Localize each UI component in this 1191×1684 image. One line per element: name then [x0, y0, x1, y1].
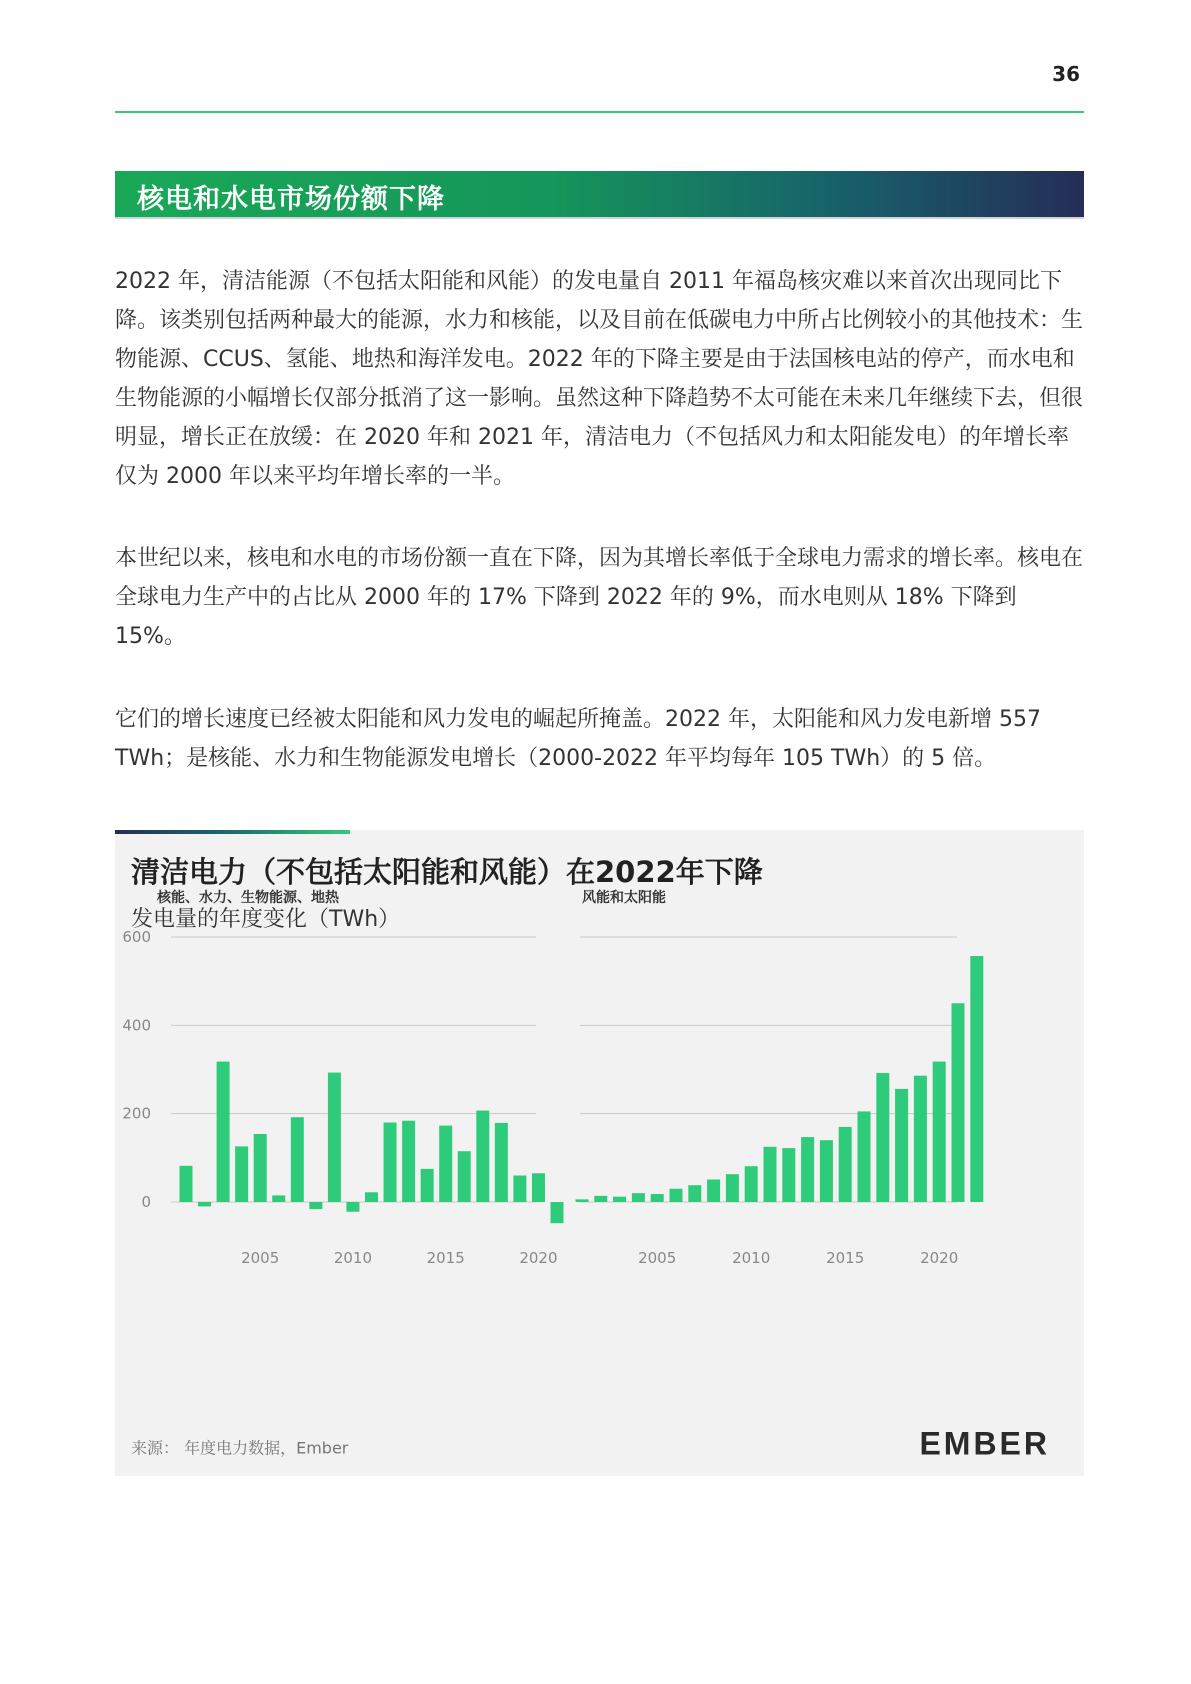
y-tick-label-200: 200	[122, 1104, 151, 1123]
panel-1-bar	[551, 1202, 564, 1223]
panel-1-bar	[513, 1176, 526, 1203]
page-number: 36	[1052, 62, 1080, 86]
panel-2-bar	[801, 1137, 814, 1202]
panel-2-bar	[688, 1185, 701, 1202]
panel-2-x-tick-2015: 2015	[826, 1249, 865, 1267]
panel-1-bar	[402, 1121, 415, 1202]
y-tick-label-600: 600	[122, 928, 151, 946]
panel-1-bar	[254, 1134, 267, 1202]
panel-1-bar	[328, 1073, 341, 1202]
panel-1-bar	[495, 1123, 508, 1202]
panel-2-bar	[670, 1189, 683, 1202]
ember-logo: EMBER	[919, 1425, 1050, 1462]
panel-2-x-tick-2005: 2005	[638, 1249, 677, 1267]
paragraph-1: 2022 年，清洁能源（不包括太阳能和风能）的发电量自 2011 年福岛核灾难以来首次出现同比下降。该类别包括两种最大的能源，水力和核能，以及目前在低碳电力中所占比例较小的其他技术：生物能源、CCUS、氢能、地热和海洋发电。2022 年的下降主要是由于法国核电站的停产，而水电和生物能源的小幅增长仅部分抵消了这一影响。虽然这种下降趋势不太可能在未来几年继续下去，但很明显，增长正在放缓：在 2020 年和 2021 年，清洁电力（不包括风力和太阳能发电）的年增长率仅为 2000 年以来平均年增长率的一半。	[115, 269, 1084, 489]
panel-2-bar	[914, 1076, 927, 1202]
panel-1-bar	[458, 1151, 471, 1202]
panel-1-x-tick-2020: 2020	[519, 1249, 558, 1267]
section-title: 核电和水电市场份额下降	[137, 184, 445, 215]
panel-2-bar	[970, 956, 983, 1202]
y-tick-label-400: 400	[122, 1016, 151, 1035]
panel-2-bar	[594, 1196, 607, 1202]
panel-1-bar	[217, 1062, 230, 1202]
panel-2-bar	[820, 1140, 833, 1202]
panel-1-title: 核能、水力、生物能源、地热	[157, 890, 339, 906]
panel-1-bar	[309, 1202, 322, 1209]
panel-1-bar	[532, 1173, 545, 1202]
panel-1-bar	[476, 1111, 489, 1202]
panel-2-x-tick-2010: 2010	[732, 1249, 771, 1267]
panel-1-bar	[384, 1123, 397, 1203]
panel-1-bar	[180, 1166, 193, 1202]
chart-svg	[115, 830, 1084, 1476]
panel-2-bar	[876, 1073, 889, 1202]
panel-2-bar	[952, 1003, 965, 1202]
panel-1-bar	[421, 1169, 434, 1202]
panel-2-x-tick-2020: 2020	[920, 1249, 959, 1267]
panel-1-x-tick-2010: 2010	[333, 1249, 373, 1267]
panel-1-bar	[291, 1117, 304, 1202]
panel-2-bar	[726, 1174, 739, 1202]
panel-2-bar	[764, 1147, 777, 1202]
paragraph-3: 它们的增长速度已经被太阳能和风力发电的崛起所掩盖。2022 年，太阳能和风力发电新增 557 TWh；是核能、水力和生物能源发电增长（2000-2022 年平均每年 105 TWh）的 5 倍。	[115, 707, 1041, 771]
y-tick-label-0: 0	[141, 1193, 151, 1211]
chart-card	[115, 830, 1084, 1476]
panel-1-bar	[272, 1195, 285, 1202]
panel-2-bar	[651, 1194, 664, 1202]
panel-1-x-tick-2005: 2005	[241, 1249, 280, 1267]
header-divider	[115, 111, 1084, 113]
chart-subtitle: 发电量的年度变化（TWh）	[131, 907, 401, 932]
chart-title: 清洁电力（不包括太阳能和风能）在2022年下降	[131, 855, 763, 889]
panel-2-bar	[839, 1127, 852, 1202]
panel-2-bar	[613, 1197, 626, 1202]
panel-2-bar	[782, 1148, 795, 1202]
panel-2-bar	[576, 1199, 589, 1202]
section-banner	[115, 171, 1084, 219]
panel-2-bar	[632, 1193, 645, 1202]
panel-1-bar	[365, 1192, 378, 1202]
panel-1-x-tick-2015: 2015	[426, 1249, 465, 1267]
panel-2-bar	[745, 1166, 758, 1202]
panel-2-bar	[707, 1179, 720, 1202]
panel-1-bar	[235, 1146, 248, 1202]
panel-2-bar	[858, 1111, 871, 1202]
chart-source: 来源： 年度电力数据，Ember	[131, 1438, 349, 1458]
panel-2-bar	[933, 1062, 946, 1202]
panel-1-bar	[439, 1126, 452, 1202]
paragraph-2: 本世纪以来，核电和水电的市场份额一直在下降，因为其增长率低于全球电力需求的增长率。核电在全球电力生产中的占比从 2000 年的 17% 下降到 2022 年的 9%，而水电则从 18% 下降到 15%。	[115, 546, 1084, 649]
panel-1-bar	[198, 1202, 211, 1206]
panel-2-title: 风能和太阳能	[582, 890, 666, 906]
panel-1-bar	[346, 1202, 359, 1212]
panel-2-bar	[895, 1089, 908, 1202]
